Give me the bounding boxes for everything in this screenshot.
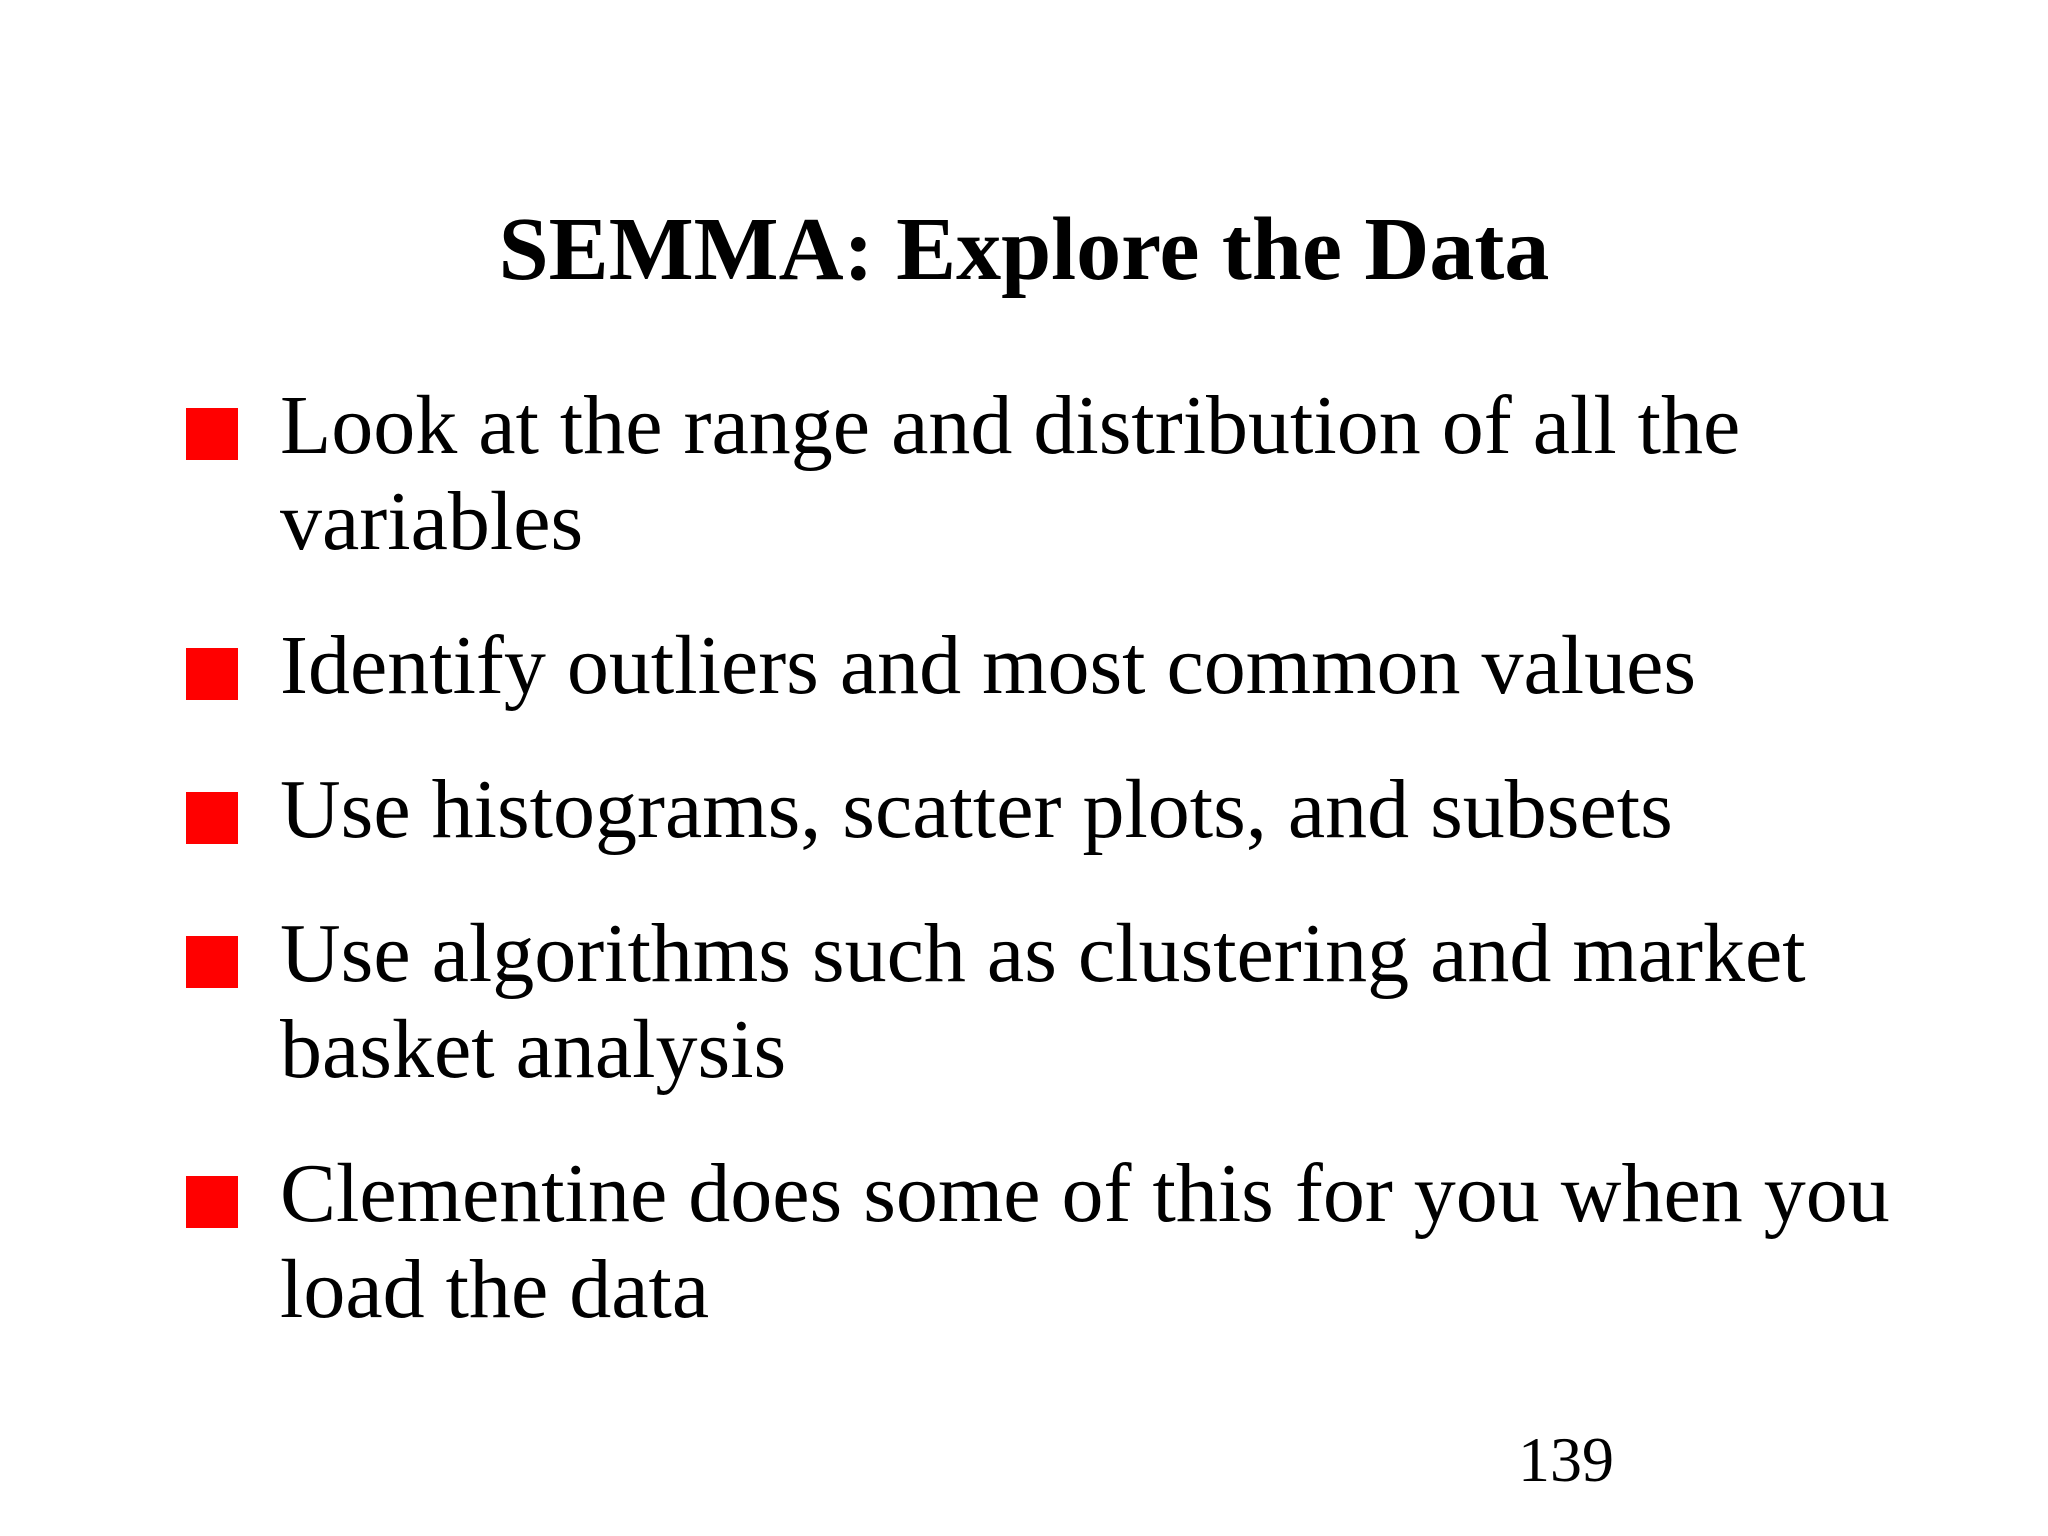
bullet-item bbox=[186, 378, 1906, 570]
square-bullet-icon bbox=[186, 936, 238, 988]
bullet-text: Identify outliers and most common values bbox=[280, 619, 1697, 712]
bullet-item bbox=[186, 1146, 1906, 1338]
bullet-item bbox=[186, 618, 1906, 714]
bullet-text: Use histograms, scatter plots, and subsets bbox=[280, 763, 1673, 856]
bullet-item bbox=[186, 762, 1906, 858]
slide-title: SEMMA: Explore the Data bbox=[498, 200, 1550, 299]
bullet-item bbox=[186, 906, 1906, 1098]
square-bullet-icon bbox=[186, 792, 238, 844]
square-bullet-icon bbox=[186, 408, 238, 460]
bullet-text: Use algorithms such as clustering and market basket analysis bbox=[280, 907, 1806, 1096]
bullet-text: Clementine does some of this for you when you load the data bbox=[280, 1147, 1890, 1336]
page-number: 139 bbox=[1518, 1424, 1614, 1495]
bullet-list bbox=[186, 378, 1906, 1386]
square-bullet-icon bbox=[186, 648, 238, 700]
square-bullet-icon bbox=[186, 1176, 238, 1228]
bullet-text: Look at the range and distribution of all the variables bbox=[280, 379, 1741, 568]
